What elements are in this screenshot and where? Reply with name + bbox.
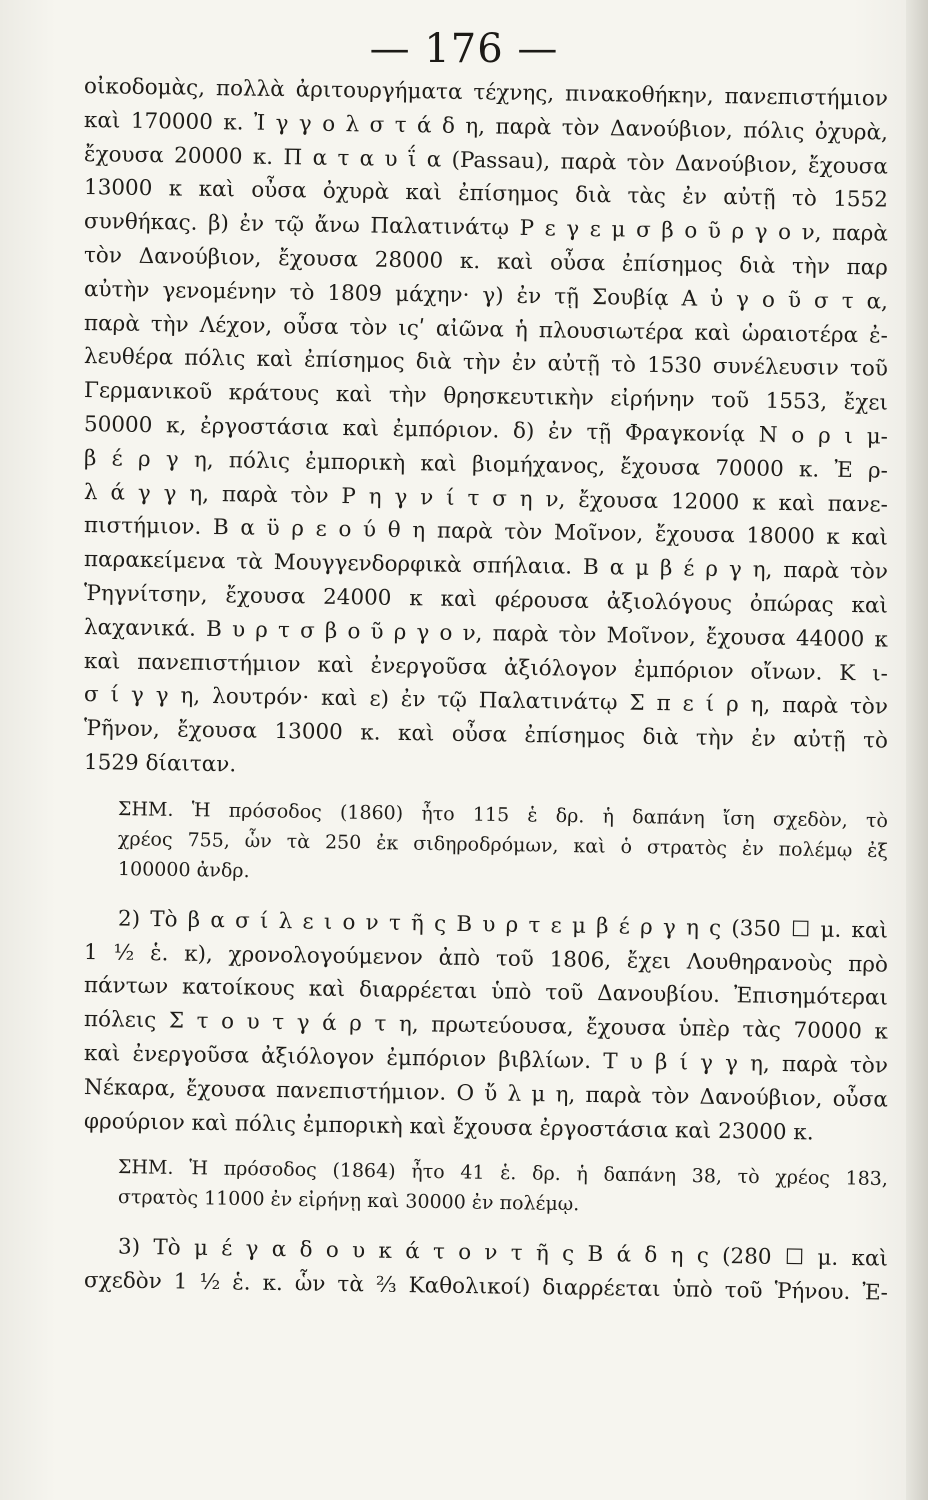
note-bavaria [84, 794, 888, 884]
paragraph-wurttemberg [83, 902, 889, 1145]
text-line: σ ί γ γ η, λουτρόν· καὶ ε) ἐν τῷ Παλατινάτῳ Σ π ε ί ρ η, παρὰ τὸν [83, 682, 889, 720]
text-line: Γερμανικοῦ κράτους καὶ τὴν θρησκευτικὴν εἰρήνην τοῦ 1553, ἔχει [83, 378, 889, 416]
note-line: ΣΗΜ. Ἡ πρόσοδος (1860) ἦτο 115 ἑ δρ. ἡ δαπάνη ἴση σχεδὸν, τὸ [117, 797, 889, 832]
text-line: αὐτὴν γενομένην τὸ 1809 μάχην· γ) ἐν τῇ Σουβίᾳ Α ὐ γ ο ῦ σ τ α, [83, 276, 889, 315]
text-line: λ ά γ γ η, παρὰ τὸν Ρ η γ ν ί τ σ η ν, ἔχουσα 12000 κ καὶ πανε- [83, 479, 889, 518]
text-line: οἰκοδομὰς, πολλὰ ἀριτουργήματα τέχνης, πινακοθήκην, πανεπιστήμιον [83, 74, 889, 112]
text-line: λευθέρα πόλις καὶ ἐπίσημος διὰ τὴν ἐν αὐτῇ τὸ 1530 συνέλευσιν τοῦ [83, 344, 889, 383]
text-line: 50000 κ, ἐργοστάσια καὶ ἐμπόριον. δ) ἐν τῇ Φραγκονίᾳ Ν ο ρ ι μ- [83, 411, 889, 450]
note-line: ΣΗΜ. Ἡ πρόσοδος (1864) ἦτο 41 ἑ. δρ. ἡ δαπάνη 38, τὸ χρέος 183, [117, 1156, 889, 1191]
text-line: πιστήμιον. Β α ϋ ρ ε ο ύ θ η παρὰ τὸν Μοῖνον, ἔχουσα 18000 κ καὶ [83, 513, 889, 551]
page-text [83, 70, 889, 1306]
text-line: παρὰ τὴν Λέχον, οὖσα τὸν ιςʹ αἰῶνα ἡ πλουσιωτέρα καὶ ὡραιοτέρα ἐ- [83, 310, 889, 349]
text-line: καὶ 170000 κ. Ἰ γ γ ο λ σ τ ά δ η, παρὰ τὸν Δανούβιον, πόλις ὀχυρὰ, [83, 107, 889, 146]
text-line: Ῥηγνίτσην, ἔχουσα 24000 κ καὶ φέρουσα ἀξιολόγους ὀπώρας καὶ [83, 580, 889, 619]
note-line: 100000 ἀνδρ. [117, 857, 250, 882]
note-line: στρατὸς 11000 ἐν εἰρήνῃ καὶ 30000 ἐν πολέμῳ. [117, 1186, 580, 1216]
text-line: σχεδὸν 1 ½ ἑ. κ. ὧν τὰ ⅔ Καθολικοί) διαρρέεται ὑπὸ τοῦ Ῥήνου. Ἐ- [83, 1268, 889, 1306]
text-line: Νέκαρα, ἔχουσα πανεπιστήμιον. Ο ὔ λ μ η, παρὰ τὸν Δανούβιον, οὖσα [83, 1074, 889, 1113]
text-line: 2) Τὸ β α σ ί λ ε ι ο ν τ ῆ ς Β υ ρ τ ε μ β έ ρ γ η ς (350 ☐ μ. καὶ [117, 906, 889, 944]
page-gutter [906, 0, 928, 1500]
text-line: συνθήκας. β) ἐν τῷ ἄνω Παλατινάτῳ Ρ ε γ ε μ σ β ο ῦ ρ γ ο ν, παρὰ [83, 209, 889, 247]
text-line: ἔχουσα 20000 κ. Π α τ α υ ΐ α (Passau), παρὰ τὸν Δανούβιον, ἔχουσα [83, 141, 889, 180]
text-line: β έ ρ γ η, πόλις ἐμπορικὴ καὶ βιομήχανος, ἔχουσα 70000 κ. Ἐ ρ- [83, 445, 889, 484]
text-line: παρακείμενα τὰ Μουγγενδορφικὰ σπήλαια. Β α μ β έ ρ γ η, παρὰ τὸν [83, 547, 889, 585]
text-line: καὶ πανεπιστήμιον καὶ ἐνεργοῦσα ἀξιόλογον ἐμπόριον οἴνων. Κ ι- [83, 648, 889, 687]
text-line: καὶ ἐνεργοῦσα ἀξιόλογον ἐμπόριον βιβλίων. Τ υ β ί γ γ η, παρὰ τὸν [83, 1040, 889, 1079]
text-line: 3) Τὸ μ έ γ α δ ο υ κ ά τ ο ν τ ῆ ς Β ά δ η ς (280 ☐ μ. καὶ [117, 1234, 889, 1272]
text-line: πάντων κατοίκους καὶ διαρρέεται ὑπὸ τοῦ Δανουβίου. Ἐπισημότεραι [83, 973, 889, 1011]
note-line: χρέος 755, ὧν τὰ 250 ἐκ σιδηροδρόμων, καὶ ὁ στρατὸς ἐν πολέμῳ ἐξ [117, 827, 889, 862]
note-wurttemberg [84, 1152, 889, 1216]
text-line: 1 ½ ἑ. κ), χρονολογούμενον ἀπὸ τοῦ 1806, ἔχει Λουθηρανοὺς πρὸ [83, 939, 889, 978]
text-line: 1529 δίαιταν. [83, 749, 237, 778]
paragraph-bavaria-cities [84, 70, 888, 780]
paragraph-baden [83, 1230, 889, 1306]
text-line: 13000 κ καὶ οὖσα ὀχυρὰ καὶ ἐπίσημος διὰ τὰς ἐν αὐτῇ τὸ 1552 [83, 175, 889, 214]
page-number: — 176 — [369, 26, 559, 72]
text-line: φρούριον καὶ πόλις ἐμπορικὴ καὶ ἔχουσα ἐργοστάσια καὶ 23000 κ. [83, 1108, 814, 1145]
text-line: τὸν Δανούβιον, ἔχουσα 28000 κ. καὶ οὖσα ἐπίσημος διὰ τὴν παρ [83, 242, 889, 281]
text-line: Ῥῆνον, ἔχουσα 13000 κ. καὶ οὖσα ἐπίσημος διὰ τὴν ἐν αὐτῇ τὸ [83, 716, 889, 754]
text-line: λαχανικά. Β υ ρ τ σ β ο ῦ ρ γ ο ν, παρὰ τὸν Μοῖνον, ἔχουσα 44000 κ [83, 614, 889, 653]
text-line: πόλεις Σ τ ο υ τ γ ά ρ τ η, πρωτεύουσα, ἔχουσα ὑπὲρ τὰς 70000 κ [83, 1007, 889, 1045]
